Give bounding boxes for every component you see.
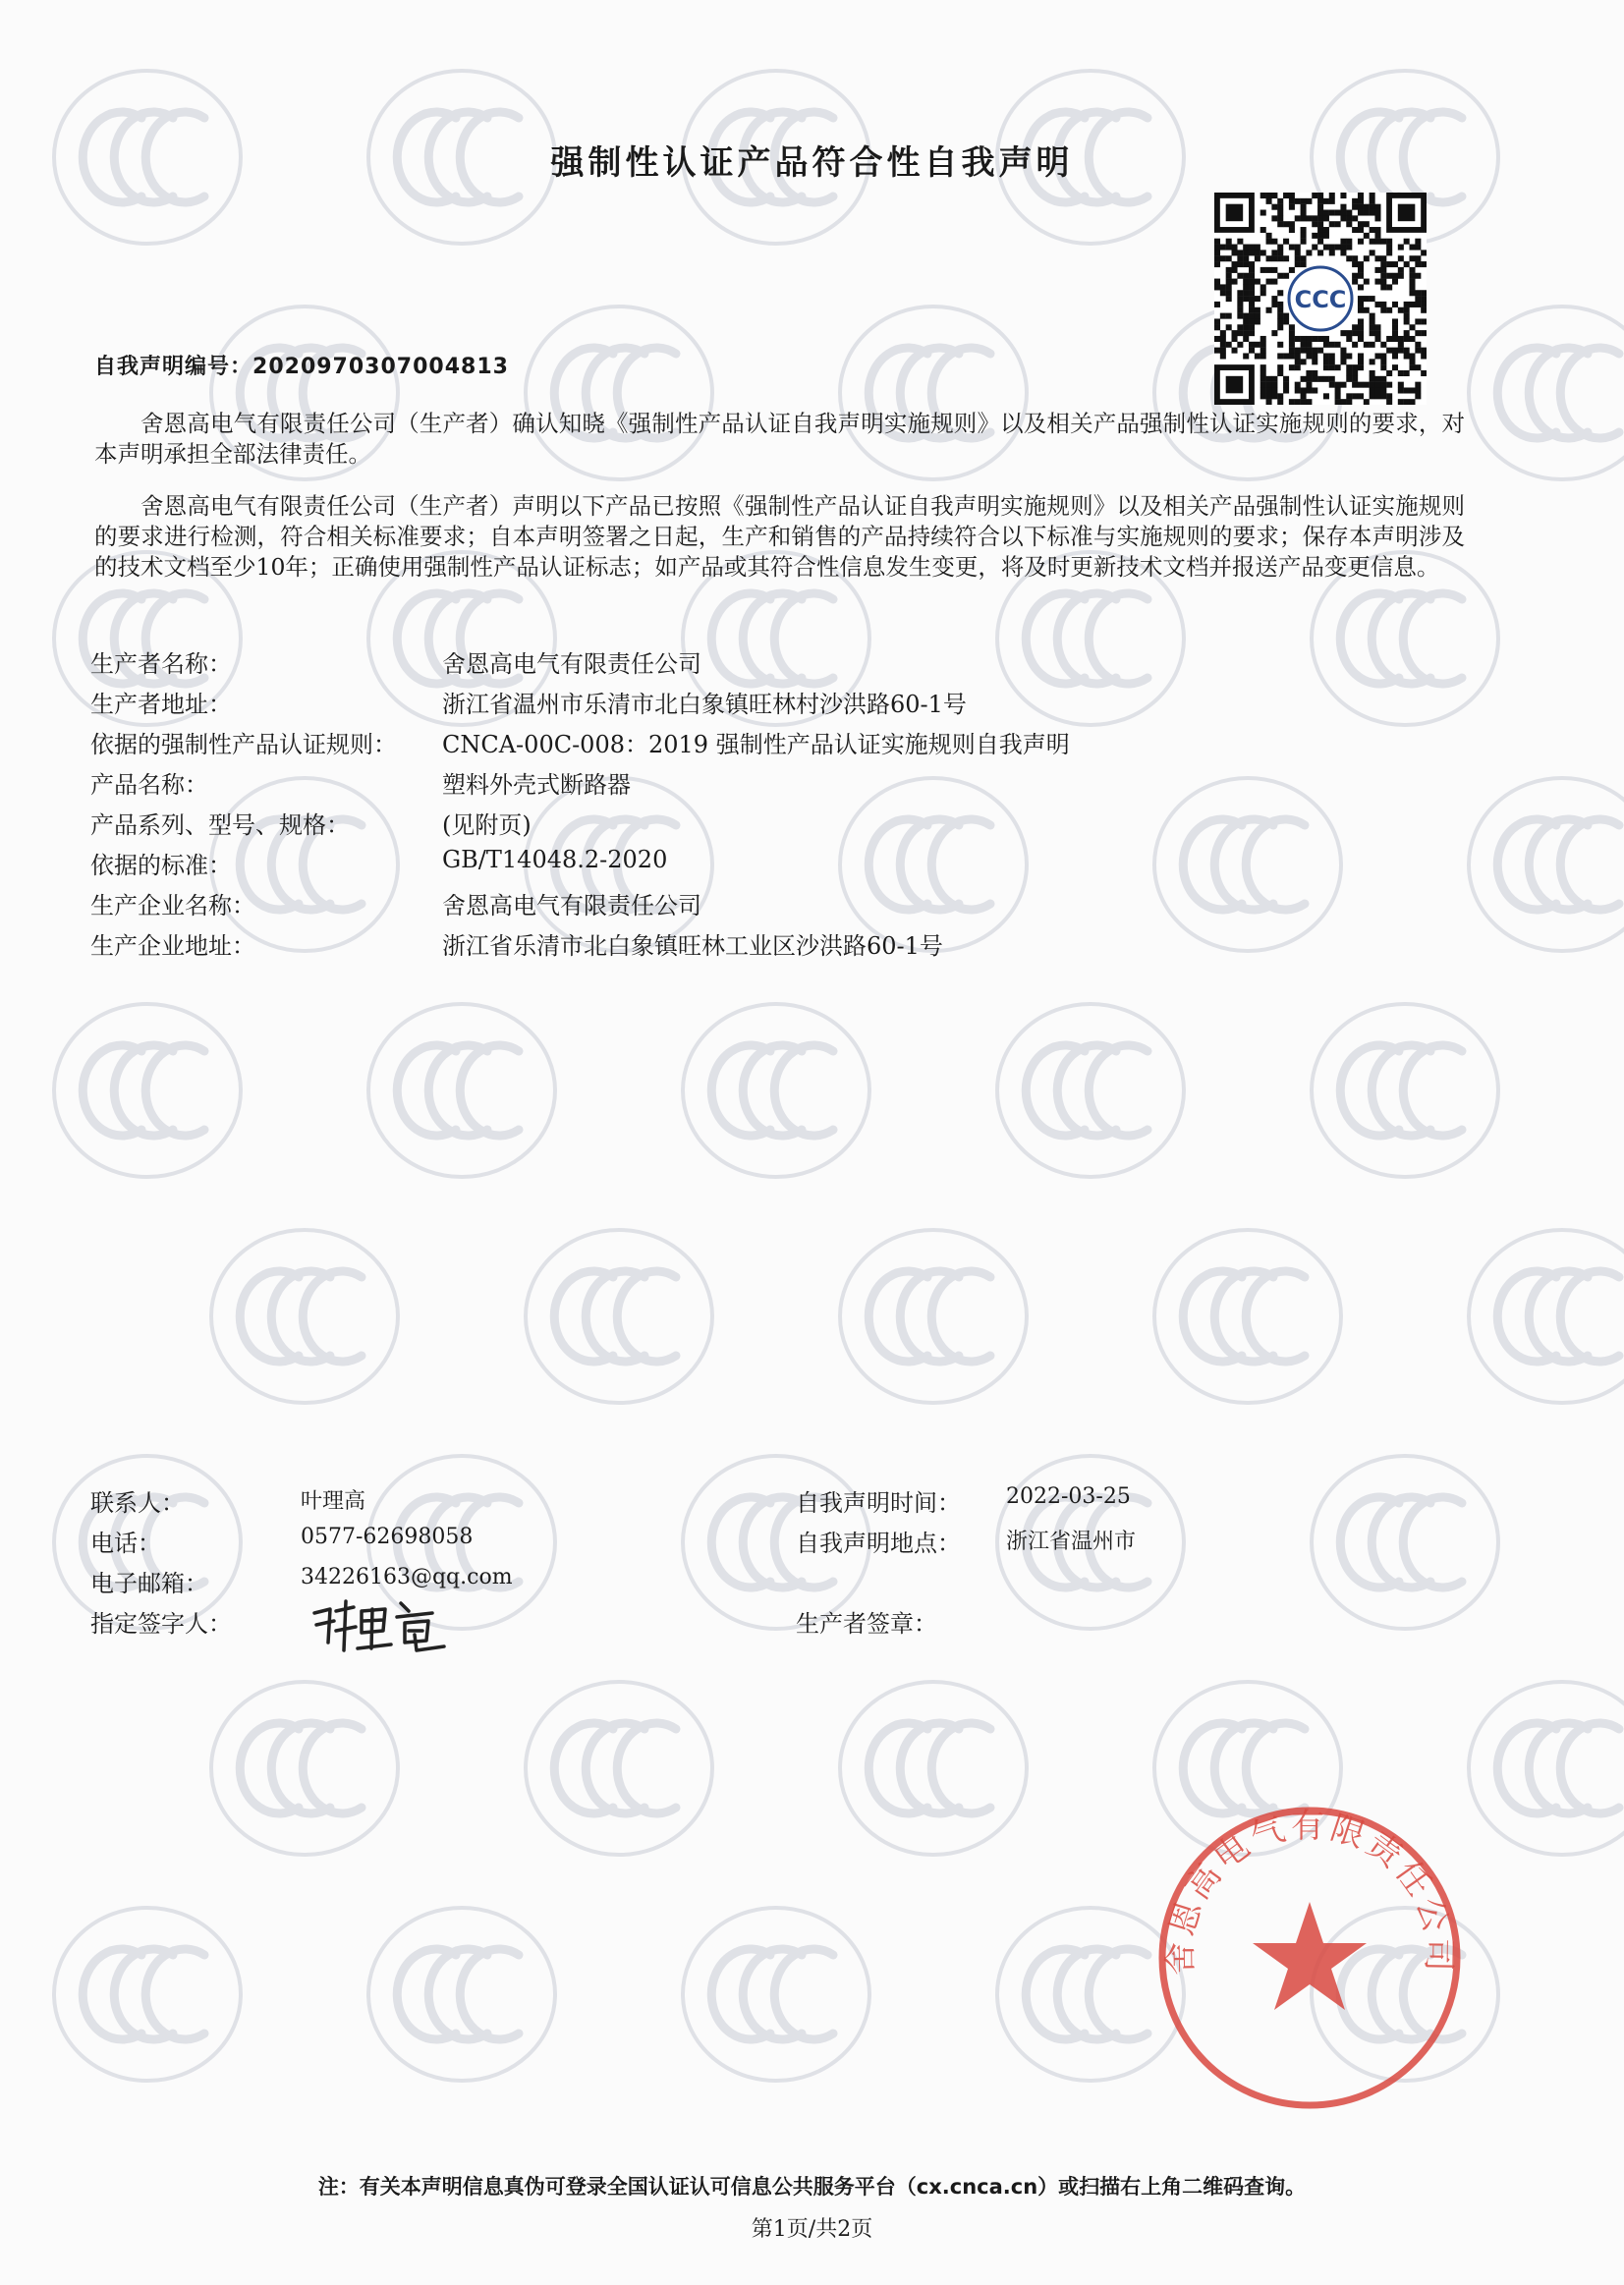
svg-text:舍恩高电气有限责任公司: 舍恩高电气有限责任公司: [1160, 1807, 1459, 1977]
ccc-watermark: [526, 1682, 712, 1855]
phone-value: 0577-62698058: [301, 1525, 474, 1549]
ccc-watermark: [54, 1004, 241, 1177]
ccc-watermark: [368, 1908, 555, 2081]
field-value-product-name: 塑料外壳式断路器: [442, 771, 631, 799]
field-value-cert-rule: CNCA-00C-008：2019 强制性产品认证实施规则自我声明: [442, 731, 1070, 758]
field-value-manufacturer-name: 舍恩高电气有限责任公司: [442, 892, 701, 920]
qr-code[interactable]: [1214, 193, 1427, 405]
ccc-watermark: [840, 778, 1027, 951]
company-seal: [1148, 1796, 1472, 2120]
qr-center-logo-text: CCC: [1294, 286, 1347, 313]
field-label-standard: 依据的标准：: [90, 852, 232, 879]
phone-label: 电话：: [90, 1530, 161, 1557]
ccc-watermark: [997, 1004, 1184, 1177]
signer-label: 指定签字人：: [90, 1610, 232, 1638]
handwritten-signature: [307, 1591, 454, 1660]
field-label-product-name: 产品名称：: [90, 771, 208, 799]
footer-note: 注：有关本声明信息真伪可登录全国认证认可信息公共服务平台（cx.cnca.cn）或扫描右上角二维码查询。: [317, 2175, 1307, 2199]
ccc-watermark: [683, 1004, 869, 1177]
declaration-number-label: 自我声明编号：: [94, 355, 253, 379]
ccc-watermark: [368, 1004, 555, 1177]
ccc-watermark: [211, 1230, 398, 1403]
ccc-watermark: [54, 1908, 241, 2081]
ccc-watermark: [683, 1908, 869, 2081]
ccc-watermark: [1469, 307, 1624, 479]
ccc-watermark: [1154, 778, 1341, 951]
field-value-product-series: (见附页): [442, 811, 532, 839]
declaration-time-label: 自我声明时间：: [796, 1489, 961, 1517]
field-value-standard: GB/T14048.2-2020: [442, 846, 668, 873]
declaration-time-value: 2022-03-25: [1006, 1484, 1131, 1509]
contact-person-value: 叶理高: [301, 1489, 366, 1514]
email-label: 电子邮箱：: [90, 1570, 208, 1597]
ccc-watermark: [1154, 1230, 1341, 1403]
field-label-manufacturer-address: 生产企业地址：: [90, 932, 255, 960]
producer-stamp-label: 生产者签章：: [796, 1610, 937, 1638]
paragraph-1: 舍恩高电气有限责任公司（生产者）确认知晓《强制性产品认证自我声明实施规则》以及相关产品强制性认证实施规则的要求，对本声明承担全部法律责任。: [94, 410, 1465, 468]
contact-person-label: 联系人：: [90, 1489, 185, 1517]
field-value-producer-name: 舍恩高电气有限责任公司: [442, 650, 701, 678]
declaration-number: [94, 350, 509, 380]
ccc-watermark: [211, 778, 398, 951]
declaration-number-value: 2020970307004813: [252, 355, 509, 379]
ccc-watermark: [1469, 1230, 1624, 1403]
field-value-producer-address: 浙江省温州市乐清市北白象镇旺林村沙洪路60-1号: [442, 691, 967, 718]
ccc-watermark: [840, 1682, 1027, 1855]
ccc-watermark: [211, 1682, 398, 1855]
paragraph-2: 舍恩高电气有限责任公司（生产者）声明以下产品已按照《强制性产品认证自我声明实施规则》以及相关产品强制性认证实施规则的要求进行检测，符合相关标准要求；自本声明签署之日起，生产和销售的产品持续符合以下标准与实施规则的要求；保存本声明涉及的技术文档至少10年；正确使用强制性产品认证标志；如产品或其符合性信息发生变更，将及时更新技术文档并报送产品变更信息。: [94, 492, 1465, 581]
ccc-watermark: [1312, 1004, 1498, 1177]
page-title: 强制性认证产品符合性自我声明: [550, 143, 1074, 183]
field-label-manufacturer-name: 生产企业名称：: [90, 892, 255, 920]
field-label-cert-rule: 依据的强制性产品认证规则：: [90, 731, 397, 758]
ccc-watermark: [526, 1230, 712, 1403]
ccc-watermark: [1469, 778, 1624, 951]
field-label-producer-address: 生产者地址：: [90, 691, 232, 718]
declaration-place-value: 浙江省温州市: [1006, 1530, 1137, 1554]
declaration-place-label: 自我声明地点：: [796, 1530, 961, 1557]
ccc-watermark: [1312, 1456, 1498, 1629]
field-label-producer-name: 生产者名称：: [90, 650, 232, 678]
email-value: 34226163@qq.com: [301, 1565, 513, 1589]
ccc-watermark: [1469, 1682, 1624, 1855]
field-value-manufacturer-address: 浙江省乐清市北白象镇旺林工业区沙洪路60-1号: [442, 932, 943, 960]
ccc-watermark: [840, 1230, 1027, 1403]
field-label-product-series: 产品系列、型号、规格：: [90, 811, 350, 839]
page-indicator: 第1页/共2页: [751, 2217, 873, 2242]
